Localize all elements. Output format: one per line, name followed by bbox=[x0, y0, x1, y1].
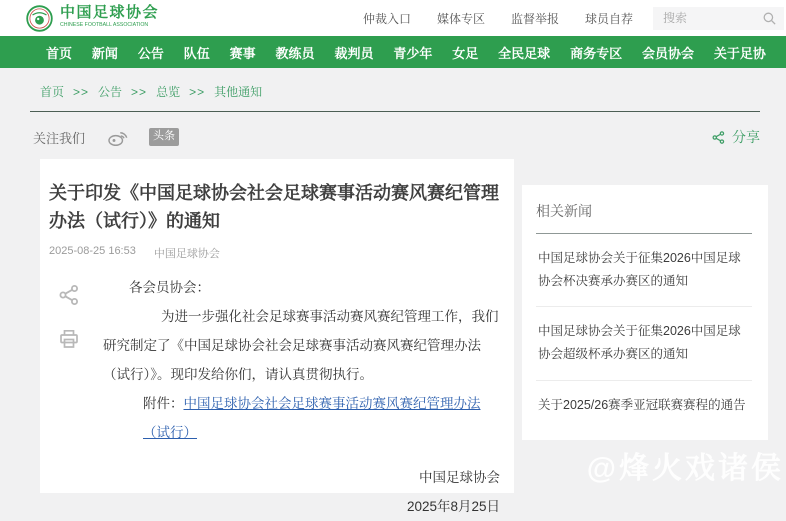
article-icon-rail bbox=[49, 273, 103, 521]
follow-us-label: 关注我们 bbox=[33, 130, 86, 146]
search-box bbox=[653, 7, 784, 30]
nav-item-news[interactable]: 新闻 bbox=[91, 45, 118, 61]
nav-item-youth[interactable]: 青少年 bbox=[393, 45, 433, 61]
nav-item-coaches[interactable]: 教练员 bbox=[275, 45, 315, 61]
topbar-link-arbitration[interactable]: 仲裁入口 bbox=[362, 11, 411, 26]
attachment-link[interactable]: 中国足球协会社会足球赛事活动赛风赛纪管理办法（试行） bbox=[143, 395, 481, 440]
article-salutation: 各会员协会： bbox=[129, 279, 210, 295]
watermark: @烽火戏诸侯 bbox=[586, 452, 784, 485]
breadcrumb-separator: >> bbox=[189, 84, 206, 99]
related-news-item[interactable]: 中国足球协会关于征集2026中国足球协会杯决赛承办赛区的通知 bbox=[536, 234, 752, 307]
breadcrumb-home[interactable]: 首页 bbox=[40, 85, 65, 99]
related-news-item[interactable]: 关于2025/26赛季亚冠联赛赛程的通告 bbox=[538, 397, 746, 412]
toutiao-badge[interactable]: 头条 bbox=[149, 128, 179, 145]
breadcrumb-separator: >> bbox=[131, 84, 148, 99]
nav-item-business[interactable]: 商务专区 bbox=[570, 45, 623, 61]
attachment-line bbox=[103, 389, 502, 447]
article-title: 关于印发《中国足球协会社会足球赛事活动赛风赛纪管理办法（试行）》的通知 bbox=[49, 183, 499, 231]
share-button[interactable] bbox=[711, 127, 760, 147]
breadcrumb-separator: >> bbox=[73, 84, 90, 99]
article-card bbox=[40, 159, 514, 514]
logo-subtitle: CHINESE FOOTBALL ASSOCIATION bbox=[60, 21, 149, 28]
signature-date: 2025年8月25日 bbox=[406, 498, 500, 514]
cfa-logo-icon bbox=[26, 5, 53, 32]
nav-item-home[interactable]: 首页 bbox=[46, 45, 73, 61]
share-nodes-icon[interactable] bbox=[57, 283, 81, 307]
breadcrumb bbox=[0, 68, 786, 100]
signature-org: 中国足球协会 bbox=[419, 469, 500, 485]
breadcrumb-other-notices[interactable]: 其他通知 bbox=[214, 85, 263, 99]
article-date: 2025-08-25 16:53 bbox=[49, 244, 136, 257]
topbar-link-supervision[interactable]: 监督举报 bbox=[510, 11, 559, 26]
share-nodes-icon bbox=[711, 130, 726, 145]
nav-item-grassroots-football[interactable]: 全民足球 bbox=[498, 45, 551, 61]
nav-item-referees[interactable]: 裁判员 bbox=[334, 45, 374, 61]
search-icon[interactable] bbox=[762, 11, 777, 26]
attachment-label: 附件： bbox=[143, 395, 184, 411]
article-source: 中国足球协会 bbox=[153, 247, 220, 260]
article-meta bbox=[49, 245, 504, 261]
nav-item-teams[interactable]: 队伍 bbox=[183, 45, 210, 61]
related-news-title: 相关新闻 bbox=[536, 203, 592, 219]
content-row bbox=[40, 159, 768, 514]
signature-block bbox=[103, 463, 502, 521]
topbar-link-player-recommend[interactable]: 球员自荐 bbox=[584, 11, 633, 26]
logo-title: 中国足球协会 bbox=[60, 4, 160, 21]
related-news-panel bbox=[522, 185, 768, 440]
top-links bbox=[363, 10, 633, 27]
main-nav bbox=[0, 36, 786, 68]
top-bar bbox=[0, 0, 786, 36]
printer-icon[interactable] bbox=[57, 327, 81, 351]
breadcrumb-overview[interactable]: 总览 bbox=[156, 85, 181, 99]
nav-item-announcements[interactable]: 公告 bbox=[137, 45, 164, 61]
share-label: 分享 bbox=[732, 129, 760, 145]
article-body bbox=[49, 273, 504, 521]
nav-item-competitions[interactable]: 赛事 bbox=[229, 45, 256, 61]
topbar-link-media[interactable]: 媒体专区 bbox=[436, 11, 485, 26]
related-news-item[interactable]: 中国足球协会关于征集2026中国足球协会超级杯承办赛区的通知 bbox=[536, 307, 752, 380]
follow-row bbox=[33, 127, 760, 147]
logo[interactable] bbox=[26, 5, 212, 32]
weibo-icon[interactable] bbox=[107, 127, 129, 147]
nav-item-member-associations[interactable]: 会员协会 bbox=[641, 45, 694, 61]
article-text bbox=[103, 273, 504, 521]
breadcrumb-announcements[interactable]: 公告 bbox=[98, 85, 123, 99]
breadcrumb-divider bbox=[30, 111, 760, 112]
article-paragraph: 为进一步强化社会足球赛事活动赛风赛纪管理工作，我们研究制定了《中国足球协会社会足球赛事活动赛风赛纪管理办法（试行）》。现印发给你们，请认真贯彻执行。 bbox=[103, 308, 499, 382]
nav-item-womens-football[interactable]: 女足 bbox=[452, 45, 479, 61]
nav-item-about-cfa[interactable]: 关于足协 bbox=[713, 45, 766, 61]
